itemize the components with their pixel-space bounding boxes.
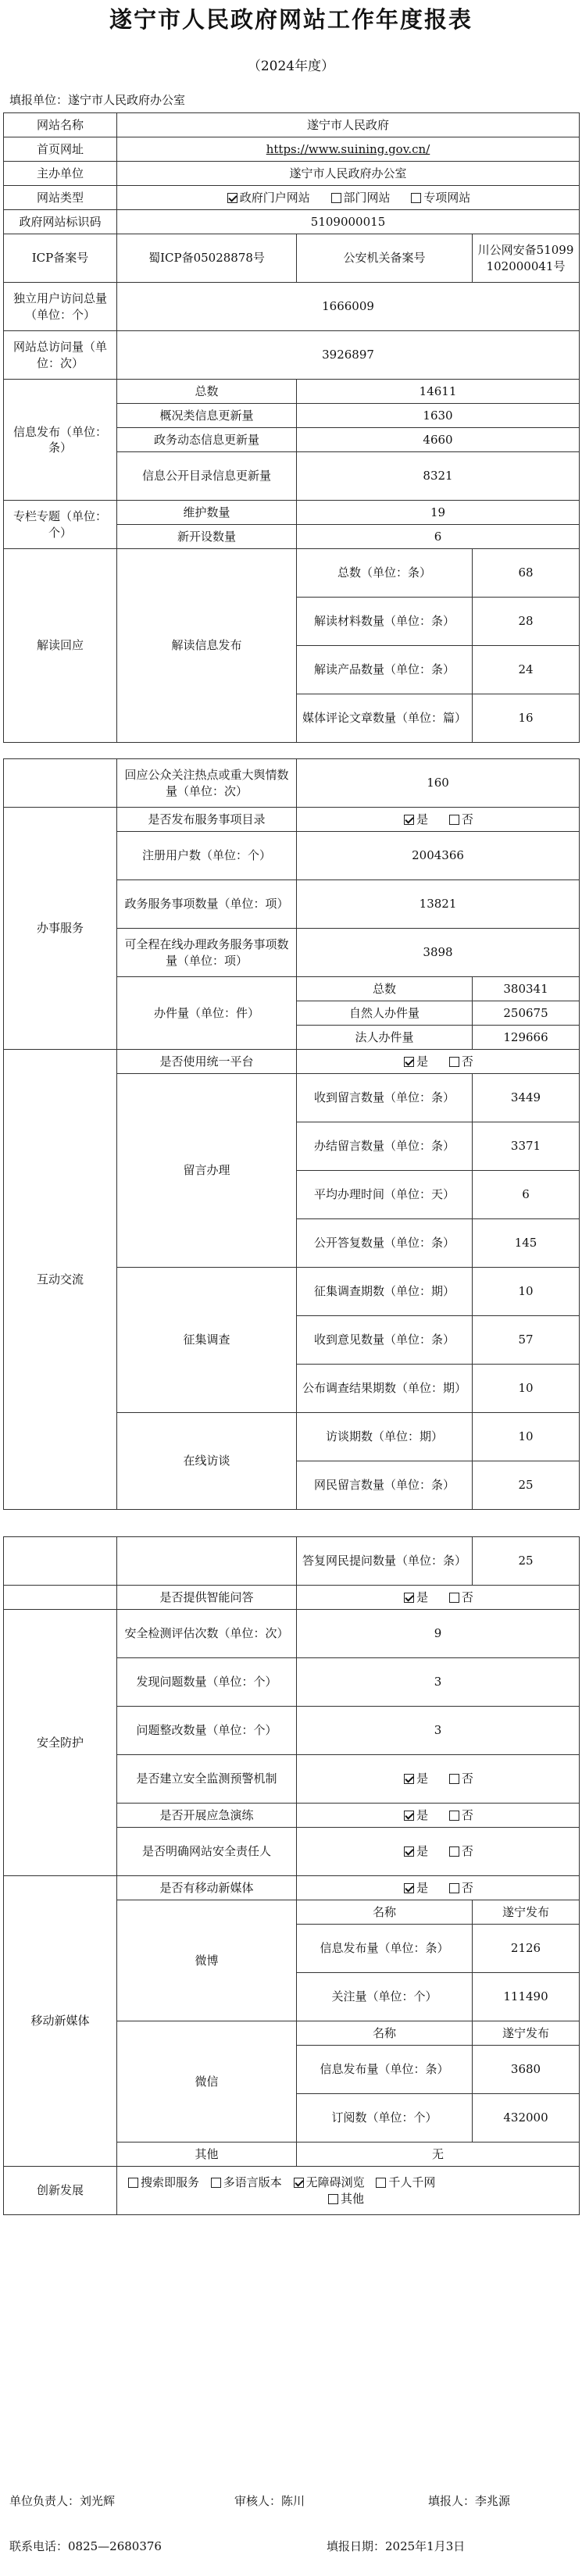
service-volume-label: 办件量（单位：件）	[117, 977, 297, 1050]
site-type-portal-label: 政府门户网站	[239, 190, 310, 205]
media-weibo-name-label: 名称	[297, 1900, 473, 1925]
info-overview-label: 概况类信息更新量	[117, 404, 297, 428]
response-value: 160	[297, 759, 580, 808]
report-year: （2024年度）	[247, 59, 335, 74]
interact-platform-options	[297, 1050, 580, 1074]
column-label: 专栏专题（单位：个）	[4, 501, 117, 549]
interact-smart-no-checkbox[interactable]	[449, 1593, 459, 1603]
org-value: 遂宁市人民政府办公室	[117, 162, 580, 186]
innovation-multilang-checkbox[interactable]	[211, 2178, 221, 2188]
site-type-label: 网站类型	[4, 186, 117, 210]
media-weibo-posts-value: 2126	[473, 1925, 580, 1973]
interpret-total-label: 总数（单位：条）	[297, 549, 473, 598]
service-users-value: 2004366	[297, 832, 580, 880]
innovation-accessible-checkbox[interactable]	[294, 2178, 304, 2188]
home-url-label: 首页网址	[4, 137, 117, 162]
security-monitor-no-label: 否	[461, 1771, 473, 1786]
service-directory-options	[297, 808, 580, 832]
interpret-material-value: 28	[473, 598, 580, 646]
interact-msg-done-label: 办结留言数量（单位：条）	[297, 1122, 473, 1171]
interact-platform-no-checkbox[interactable]	[449, 1057, 459, 1067]
interact-msg-received-label: 收到留言数量（单位：条）	[297, 1074, 473, 1122]
service-volume-total-label: 总数	[297, 977, 473, 1001]
interact-smart-yes-label: 是	[416, 1589, 429, 1604]
innovation-search-checkbox[interactable]	[128, 2178, 138, 2188]
interact-platform-label: 是否使用统一平台	[117, 1050, 297, 1074]
media-wechat-posts-value: 3680	[473, 2046, 580, 2094]
info-news-value: 4660	[297, 428, 580, 452]
reviewer: 审核人：陈川	[234, 2494, 305, 2508]
interact-interview-label: 在线访谈	[117, 1413, 297, 1510]
innovation-search-label: 搜索即服务	[141, 2175, 200, 2190]
interact-label: 互动交流	[4, 1050, 117, 1510]
site-type-special-label: 专项网站	[423, 190, 471, 205]
media-wechat-name-value: 遂宁发布	[473, 2021, 580, 2046]
security-owner-label: 是否明确网站安全责任人	[117, 1828, 297, 1876]
security-drill-no-label: 否	[461, 1807, 473, 1822]
site-type-dept-label: 部门网站	[343, 190, 391, 205]
media-wechat-subs-value: 432000	[473, 2094, 580, 2143]
service-items-label: 政务服务事项数量（单位：项）	[117, 880, 297, 929]
security-owner-options	[297, 1828, 580, 1876]
interact-survey-periods-label: 征集调查期数（单位：期）	[297, 1268, 473, 1316]
uv-label: 独立用户访问总量（单位：个）	[4, 283, 117, 331]
site-type-portal-checkbox[interactable]	[227, 193, 237, 203]
innovation-other-checkbox[interactable]	[328, 2194, 338, 2204]
service-volume-total-value: 380341	[473, 977, 580, 1001]
media-has-no-checkbox[interactable]	[449, 1883, 459, 1893]
security-issues-label: 发现问题数量（单位：个）	[117, 1658, 297, 1707]
media-weibo-followers-value: 111490	[473, 1973, 580, 2021]
column-new-value: 6	[297, 525, 580, 549]
security-drill-options	[297, 1804, 580, 1828]
media-wechat-subs-label: 订阅数（单位：个）	[297, 2094, 473, 2143]
service-volume-legal-label: 法人办件量	[297, 1026, 473, 1050]
interact-interview-comments-value: 25	[473, 1461, 580, 1510]
interpret-product-label: 解读产品数量（单位：条）	[297, 646, 473, 694]
service-volume-person-value: 250675	[473, 1001, 580, 1026]
interact-msg-public-value: 145	[473, 1219, 580, 1268]
interact-platform-no-label: 否	[461, 1054, 473, 1069]
info-total-value: 14611	[297, 380, 580, 404]
column-maintain-value: 19	[297, 501, 580, 525]
filling-unit: 填报单位：遂宁市人民政府办公室	[9, 93, 186, 107]
security-monitor-options	[297, 1755, 580, 1804]
interact-smart-yes-checkbox[interactable]	[404, 1593, 414, 1603]
interpret-product-value: 24	[473, 646, 580, 694]
interact-msg-time-value: 6	[473, 1171, 580, 1219]
interact-msg-received-value: 3449	[473, 1074, 580, 1122]
media-has-no-label: 否	[461, 1880, 473, 1895]
contact-phone: 联系电话：0825—2680376	[9, 2539, 162, 2553]
smart-qa-blank	[4, 1586, 117, 1610]
security-monitor-yes-label: 是	[416, 1771, 429, 1786]
service-items-value: 13821	[297, 880, 580, 929]
security-owner-no-label: 否	[461, 1844, 473, 1859]
site-type-special-checkbox[interactable]	[411, 193, 421, 203]
interact-interview-answers-label: 答复网民提问数量（单位：条）	[297, 1537, 473, 1586]
innovation-accessible-label: 无障碍浏览	[305, 2175, 365, 2190]
service-directory-label: 是否发布服务事项目录	[117, 808, 297, 832]
security-drill-no-checkbox[interactable]	[449, 1811, 459, 1821]
response-label: 回应公众关注热点或重大舆情数量（单位：次）	[117, 759, 297, 808]
security-monitor-yes-checkbox[interactable]	[404, 1774, 414, 1784]
filler-person: 填报人：李兆源	[428, 2494, 511, 2508]
service-volume-legal-value: 129666	[473, 1026, 580, 1050]
interact-msg-label: 留言办理	[117, 1074, 297, 1268]
report-table-part-1	[3, 112, 580, 743]
security-owner-yes-checkbox[interactable]	[404, 1846, 414, 1857]
info-label: 信息发布（单位：条）	[4, 380, 117, 501]
security-label: 安全防护	[4, 1610, 117, 1876]
security-owner-yes-label: 是	[416, 1844, 429, 1859]
pv-value: 3926897	[117, 331, 580, 380]
security-monitor-label: 是否建立安全监测预警机制	[117, 1755, 297, 1804]
column-new-label: 新开设数量	[117, 525, 297, 549]
interact-interview-answers-value: 25	[473, 1537, 580, 1586]
media-weibo-name-value: 遂宁发布	[473, 1900, 580, 1925]
interview-cont-blank-1	[4, 1537, 117, 1586]
media-has-label: 是否有移动新媒体	[117, 1876, 297, 1900]
interact-msg-time-label: 平均办理时间（单位：天）	[297, 1171, 473, 1219]
media-label: 移动新媒体	[4, 1876, 117, 2167]
interact-msg-public-label: 公开答复数量（单位：条）	[297, 1219, 473, 1268]
service-users-label: 注册用户数（单位：个）	[117, 832, 297, 880]
icp-value: 蜀ICP备05028878号	[117, 234, 297, 283]
unit-leader: 单位负责人：刘光辉	[9, 2494, 116, 2508]
interact-msg-done-value: 3371	[473, 1122, 580, 1171]
interact-platform-yes-checkbox[interactable]	[404, 1057, 414, 1067]
security-drill-yes-checkbox[interactable]	[404, 1811, 414, 1821]
innovation-personal-checkbox[interactable]	[376, 2178, 386, 2188]
security-fixed-value: 3	[297, 1707, 580, 1755]
service-online-label: 可全程在线办理政务服务事项数量（单位：项）	[117, 929, 297, 977]
info-news-label: 政务动态信息更新量	[117, 428, 297, 452]
interact-survey-results-label: 公布调查结果期数（单位：期）	[297, 1365, 473, 1413]
interpret-sub-label: 解读信息发布	[117, 549, 297, 743]
media-weibo-posts-label: 信息发布量（单位：条）	[297, 1925, 473, 1973]
security-issues-value: 3	[297, 1658, 580, 1707]
service-directory-yes-checkbox[interactable]	[404, 815, 414, 825]
info-disclosure-label: 信息公开目录信息更新量	[117, 452, 297, 501]
innovation-label: 创新发展	[4, 2167, 117, 2215]
innovation-multilang-label: 多语言版本	[223, 2175, 282, 2190]
report-table-part-2	[3, 758, 580, 1510]
media-has-options	[297, 1876, 580, 1900]
org-label: 主办单位	[4, 162, 117, 186]
media-wechat-name-label: 名称	[297, 2021, 473, 2046]
icp-label: ICP备案号	[4, 234, 117, 283]
service-volume-person-label: 自然人办件量	[297, 1001, 473, 1026]
media-other-value: 无	[297, 2143, 580, 2167]
media-wechat-posts-label: 信息发布量（单位：条）	[297, 2046, 473, 2094]
uv-value: 1666009	[117, 283, 580, 331]
security-fixed-label: 问题整改数量（单位：个）	[117, 1707, 297, 1755]
pv-label: 网站总访问量（单位：次）	[4, 331, 117, 380]
media-wechat-label: 微信	[117, 2021, 297, 2143]
site-type-options	[117, 186, 580, 210]
interpret-total-value: 68	[473, 549, 580, 598]
home-url-link[interactable]: https://www.suining.gov.cn/	[266, 141, 430, 156]
innovation-personal-label: 千人千网	[388, 2175, 436, 2190]
interact-survey-periods-value: 10	[473, 1268, 580, 1316]
report-table-part-3	[3, 1536, 580, 2215]
site-type-dept-checkbox[interactable]	[331, 193, 341, 203]
security-drill-yes-label: 是	[416, 1807, 429, 1822]
interpret-media-value: 16	[473, 694, 580, 743]
security-owner-no-checkbox[interactable]	[449, 1846, 459, 1857]
media-weibo-followers-label: 关注量（单位：个）	[297, 1973, 473, 2021]
response-blank-cell	[4, 759, 117, 808]
interact-interview-comments-label: 网民留言数量（单位：条）	[297, 1461, 473, 1510]
security-checks-value: 9	[297, 1610, 580, 1658]
column-maintain-label: 维护数量	[117, 501, 297, 525]
media-weibo-label: 微博	[117, 1900, 297, 2021]
innovation-options	[117, 2167, 580, 2215]
interact-survey-results-value: 10	[473, 1365, 580, 1413]
report-title: 遂宁市人民政府网站工作年度报表	[109, 6, 473, 33]
service-directory-no-checkbox[interactable]	[449, 815, 459, 825]
info-total-label: 总数	[117, 380, 297, 404]
service-online-value: 3898	[297, 929, 580, 977]
security-checks-label: 安全检测评估次数（单位：次）	[117, 1610, 297, 1658]
security-monitor-no-checkbox[interactable]	[449, 1774, 459, 1784]
media-other-label: 其他	[117, 2143, 297, 2167]
service-label: 办事服务	[4, 808, 117, 1050]
interact-interview-periods-label: 访谈期数（单位：期）	[297, 1413, 473, 1461]
service-directory-yes-label: 是	[416, 812, 429, 826]
fill-date: 填报日期：2025年1月3日	[327, 2539, 466, 2553]
interact-smart-options	[297, 1586, 580, 1610]
interact-platform-yes-label: 是	[416, 1054, 429, 1069]
service-directory-no-label: 否	[461, 812, 473, 826]
interact-smart-label: 是否提供智能问答	[117, 1586, 297, 1610]
interpret-media-label: 媒体评论文章数量（单位：篇）	[297, 694, 473, 743]
interact-smart-no-label: 否	[461, 1589, 473, 1604]
info-overview-value: 1630	[297, 404, 580, 428]
security-drill-label: 是否开展应急演练	[117, 1804, 297, 1828]
interpret-material-label: 解读材料数量（单位：条）	[297, 598, 473, 646]
site-code-value: 5109000015	[117, 210, 580, 234]
interpret-label: 解读回应	[4, 549, 117, 743]
interview-cont-blank-2	[117, 1537, 297, 1586]
interact-interview-periods-value: 10	[473, 1413, 580, 1461]
media-has-yes-label: 是	[416, 1880, 429, 1895]
interact-survey-opinions-label: 收到意见数量（单位：条）	[297, 1316, 473, 1365]
interact-survey-label: 征集调查	[117, 1268, 297, 1413]
media-has-yes-checkbox[interactable]	[404, 1883, 414, 1893]
police-label: 公安机关备案号	[297, 234, 473, 283]
site-code-label: 政府网站标识码	[4, 210, 117, 234]
police-value: 川公网安备51099102000041号	[473, 234, 580, 283]
site-name-value: 遂宁市人民政府	[117, 113, 580, 137]
interact-survey-opinions-value: 57	[473, 1316, 580, 1365]
info-disclosure-value: 8321	[297, 452, 580, 501]
innovation-other-label: 其他	[341, 2191, 365, 2206]
site-name-label: 网站名称	[4, 113, 117, 137]
